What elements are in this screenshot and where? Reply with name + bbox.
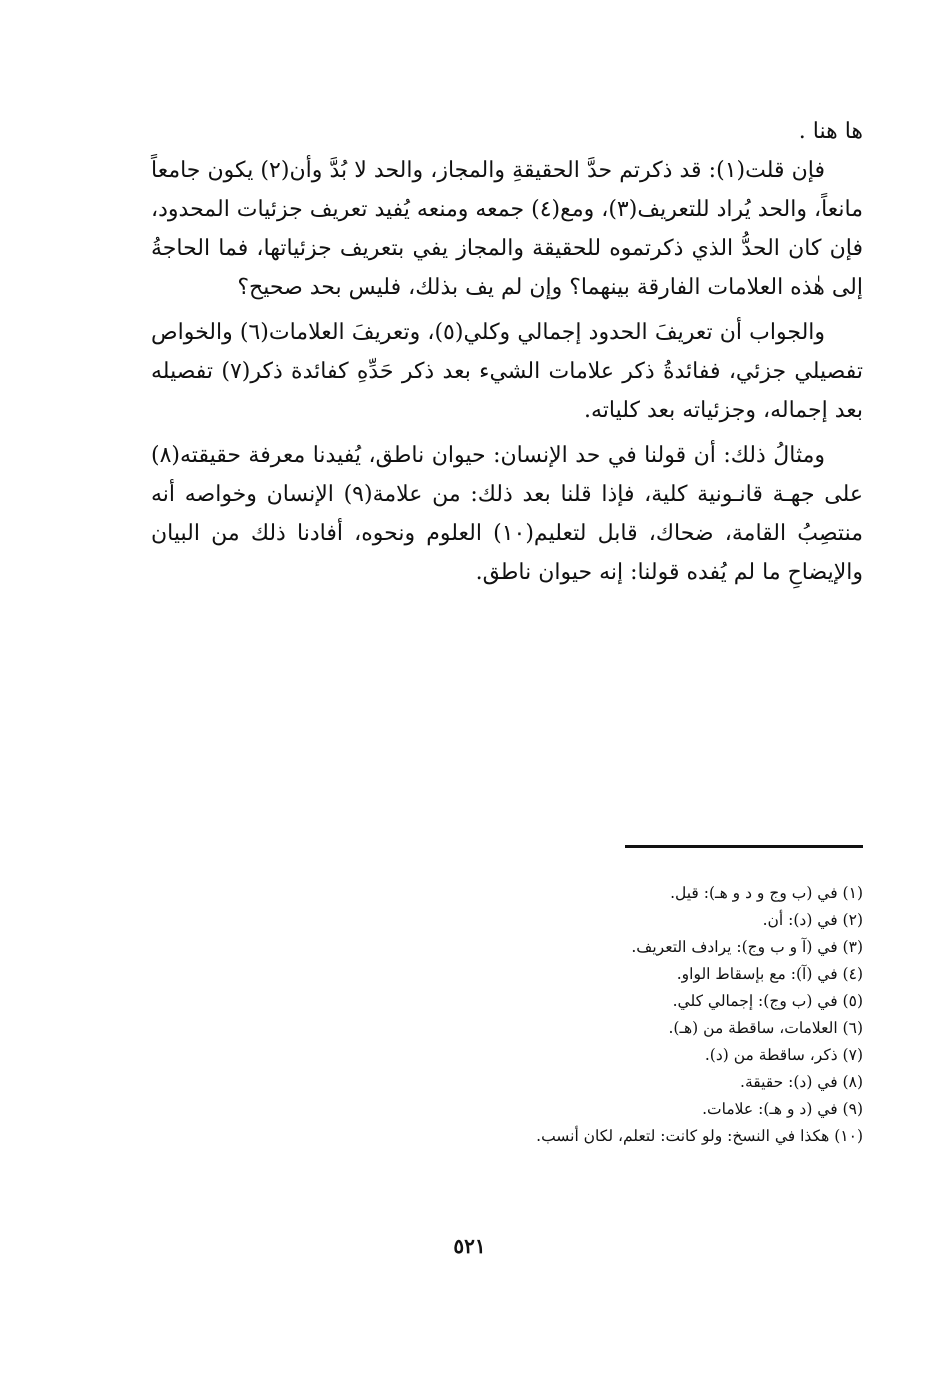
footnote-3: (٣) في (آ و ب وج): يرادف التعريف. [631,938,863,956]
footnote-separator [625,845,863,848]
footnote-9: (٩) في (د و هـ): علامات. [702,1100,863,1118]
footnote-4: (٤) في (آ): مع بإسقاط الواو. [676,965,863,983]
footnotes [343,880,863,1150]
page-number: ٥٢١ [453,1234,486,1258]
footnote-7: (٧) ذكر، ساقطة من (د). [704,1046,863,1064]
footnote-2: (٢) في (د): أن. [762,911,863,929]
paragraph-example: ومثالُ ذلك: أن قولنا في حد الإنسان: حيوان ناطق، يُفيدنا معرفة حقيقته(٨) على جهـة قانـونية كلية، فإذا قلنا بعد ذلك: من علامة(٩) الإنسان وخواصه أنه منتصِبُ القامة، ضحاك، قابل لتعليم(١٠) العلوم ونحوه، أفادنا ذلك من البيان والإيضاحِ ما لم يُفده قولنا: إنه حيوان ناطق. [151,443,863,585]
paragraph-continuation: ها هنا . [798,119,863,144]
footnote-10: (١٠) هكذا في النسخ: ولو كانت: لتعلم، لكان أنسب. [536,1127,863,1145]
paragraph-question: فإن قلت(١): قد ذكرتم حدَّ الحقيقةِ والمجاز، والحد لا بُدَّ وأن(٢) يكون جامعاً مانعاً، والحد يُراد للتعريف(٣)، ومع(٤) جمعه ومنعه يُفيد تعريف جزئيات المحدود، فإن كان الحدُّ الذي ذكرتموه للحقيقة والمجاز يفي بتعريف جزئياتها، فما الحاجةُ إلى هٰذه العلامات الفارقة بينهما؟ وإن لم يف بذلك، فليس بحد صحيح؟ [151,158,863,300]
footnote-1: (١) في (ب وج و د و هـ): قيل. [670,884,863,902]
footnote-8: (٨) في (د): حقيقة. [740,1073,863,1091]
main-text [151,112,863,592]
footnote-5: (٥) في (ب وج): إجمالي كلي. [672,992,863,1010]
footnote-6: (٦) العلامات، ساقطة من (هـ). [668,1019,863,1037]
paragraph-answer: والجواب أن تعريفَ الحدود إجمالي وكلي(٥)، وتعريفَ العلامات(٦) والخواص تفصيلي جزئي، ففائدةُ ذكر علامات الشيء بعد ذكر حَدِّهِ كفائدة ذكر(٧) تفصيله بعد إجماله، وجزئياته بعد كلياته. [151,320,864,423]
